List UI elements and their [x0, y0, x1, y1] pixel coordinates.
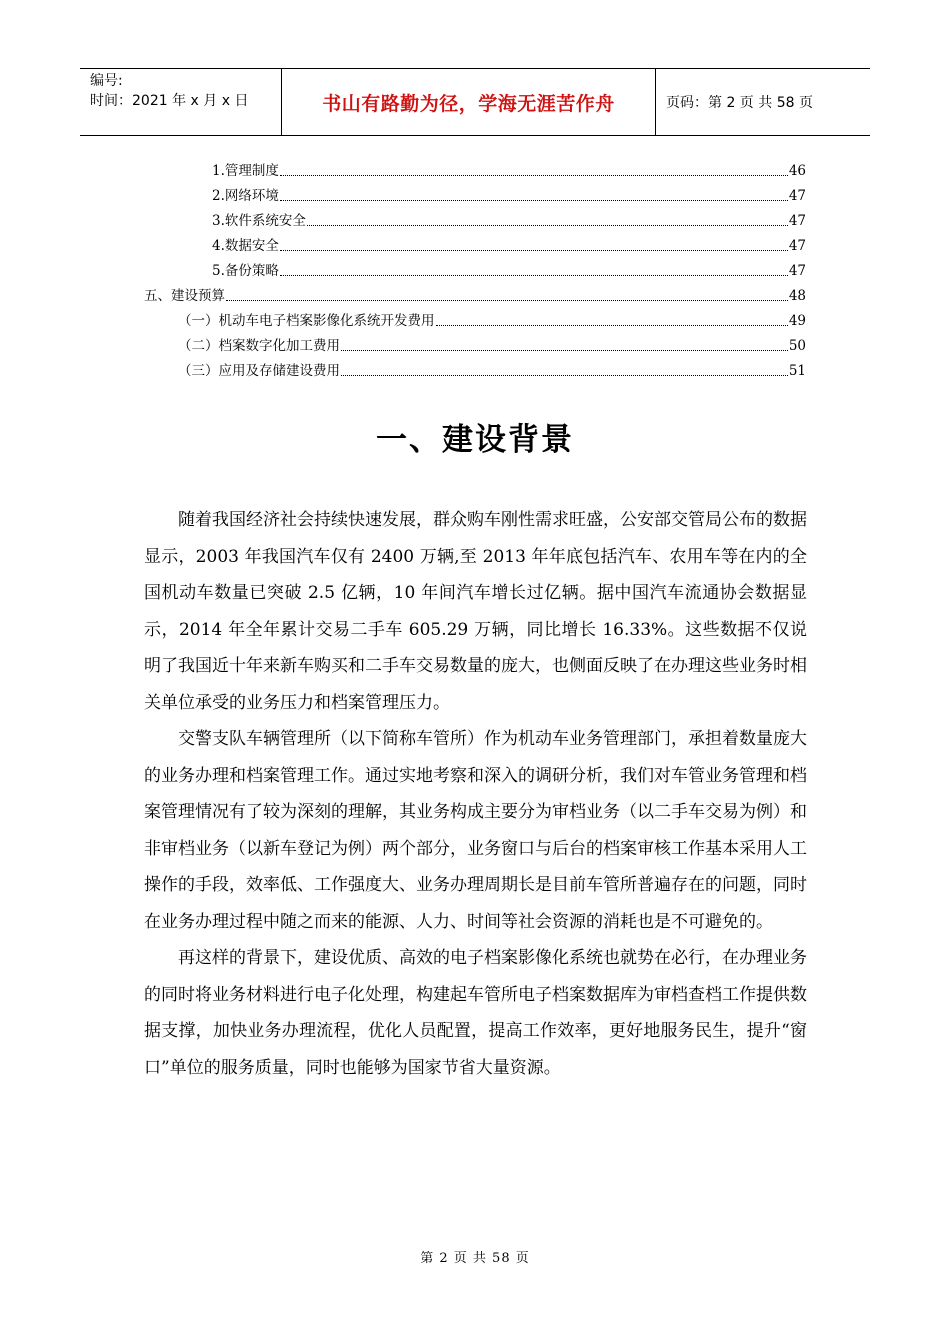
toc-entry-page: 48 [788, 288, 806, 304]
toc-entry[interactable] [212, 185, 806, 205]
toc-entry-title: （一）机动车电子档案影像化系统开发费用 [178, 313, 435, 329]
toc-entry-page: 47 [788, 238, 806, 254]
toc-leader-dots [280, 249, 788, 251]
section-body [144, 502, 807, 1086]
toc-leader-dots [280, 174, 788, 176]
toc-entry-title: 4.数据安全 [212, 238, 279, 254]
toc-leader-dots [341, 374, 788, 376]
toc-entry[interactable] [212, 160, 806, 180]
toc-entry-title: 五、建设预算 [144, 288, 225, 304]
toc-entry-page: 47 [788, 263, 806, 279]
toc-leader-dots [436, 324, 788, 326]
body-paragraph: 再这样的背景下，建设优质、高效的电子档案影像化系统也就势在必行，在办理业务的同时将业务材料进行电子化处理，构建起车管所电子档案数据库为审档查档工作提供数据支撑，加快业务办理流程，优化人员配置，提高工作效率，更好地服务民生，提升“窗口”单位的服务质量，同时也能够为国家节省大量资源。 [144, 948, 807, 1078]
toc-entry-title: 5.备份策略 [212, 263, 279, 279]
body-paragraph: 交警支队车辆管理所（以下简称车管所）作为机动车业务管理部门，承担着数量庞大的业务办理和档案管理工作。通过实地考察和深入的调研分析，我们对车管业务管理和档案管理情况有了较为深刻的理解，其业务构成主要分为审档业务（以二手车交易为例）和非审档业务（以新车登记为例）两个部分，业务窗口与后台的档案审核工作基本采用人工操作的手段，效率低、工作强度大、业务办理周期长是目前车管所普遍存在的问题，同时在业务办理过程中随之而来的能源、人力、时间等社会资源的消耗也是不可避免的。 [144, 729, 807, 932]
toc-entry[interactable] [212, 210, 806, 230]
toc-entry-page: 49 [788, 313, 806, 329]
header-meta [80, 69, 282, 135]
toc-entry[interactable] [178, 335, 806, 355]
toc-entry[interactable] [178, 360, 806, 380]
toc-entry-title: 3.软件系统安全 [212, 213, 306, 229]
toc-entry-title: 1.管理制度 [212, 163, 279, 179]
toc-entry-title: （二）档案数字化加工费用 [178, 338, 340, 354]
body-paragraph: 随着我国经济社会持续快速发展，群众购车刚性需求旺盛，公安部交管局公布的数据显示，2003 年我国汽车仅有 2400 万辆,至 2013 年年底包括汽车、农用车等在内的全国机动车数量已突破 2.5 亿辆，10 年间汽车增长过亿辆。据中国汽车流通协会数据显示，2014 年全年累计交易二手车 605.29 万辆，同比增长 16.33%。这些数据不仅说明了我国近十年来新车购买和二手车交易数量的庞大，也侧面反映了在办理这些业务时相关单位承受的业务压力和档案管理压力。 [144, 510, 807, 713]
toc-entry[interactable] [178, 310, 806, 330]
section-heading: 一、建设背景 [376, 422, 574, 458]
toc-entry-page: 50 [788, 338, 806, 354]
header-page-info: 页码：第 2 页 共 58 页 [666, 95, 813, 111]
toc-leader-dots [341, 349, 788, 351]
toc-entry-title: （三）应用及存储建设费用 [178, 363, 340, 379]
document-number-label: 编号: [90, 73, 123, 89]
toc-entry[interactable] [212, 260, 806, 280]
toc-leader-dots [280, 274, 788, 276]
document-time-label: 时间：2021 年 x 月 x 日 [90, 93, 249, 109]
toc-entry[interactable] [144, 285, 806, 305]
toc-leader-dots [226, 299, 788, 301]
toc-entry-page: 51 [788, 363, 806, 379]
toc-entry-page: 47 [788, 188, 806, 204]
toc-entry-page: 46 [788, 163, 806, 179]
toc-leader-dots [307, 224, 788, 226]
toc-entry-page: 47 [788, 213, 806, 229]
header-motto: 书山有路勤为径，学海无涯苦作舟 [282, 69, 656, 135]
page-header [80, 68, 870, 136]
toc-entry[interactable] [212, 235, 806, 255]
toc-leader-dots [280, 199, 788, 201]
page-footer: 第 2 页 共 58 页 [420, 1251, 530, 1266]
toc-entry-title: 2.网络环境 [212, 188, 279, 204]
